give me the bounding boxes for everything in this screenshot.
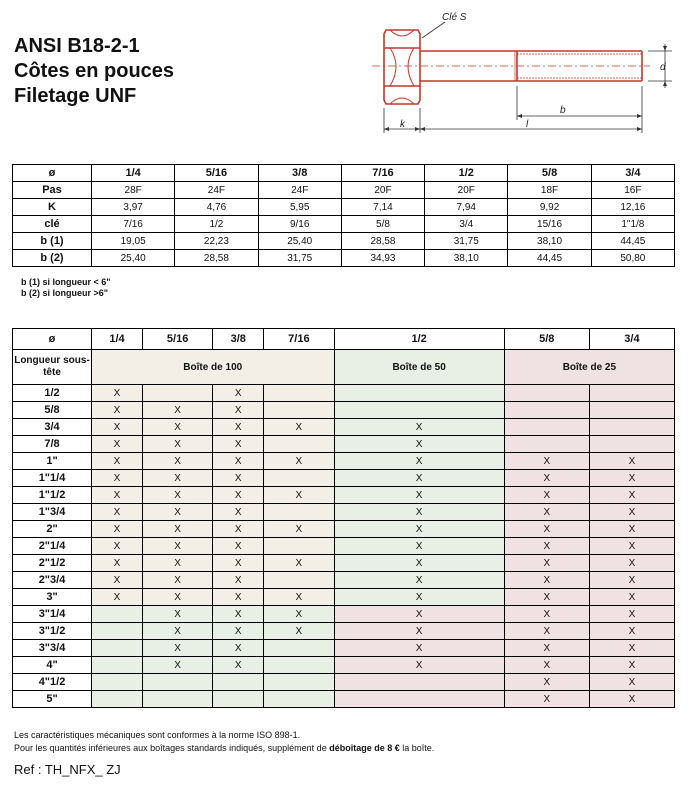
- dims-cell: 15/16: [508, 216, 591, 233]
- avail-cell: X: [213, 623, 264, 640]
- avail-cell: X: [504, 470, 589, 487]
- dims-cell: 44,45: [508, 250, 591, 267]
- avail-cell: [264, 470, 334, 487]
- avail-row: [13, 606, 675, 623]
- avail-cell: X: [213, 504, 264, 521]
- avail-cell: [92, 606, 143, 623]
- dims-header-size: 5/8: [508, 165, 591, 182]
- length-label: 3"3/4: [13, 640, 92, 657]
- dims-row-label: K: [13, 199, 92, 216]
- length-label: 2"1/2: [13, 555, 92, 572]
- avail-cell: [92, 674, 143, 691]
- avail-cell: [92, 691, 143, 708]
- dims-header-size: 3/4: [591, 165, 674, 182]
- dims-header-size: 7/16: [341, 165, 424, 182]
- avail-cell: X: [213, 572, 264, 589]
- length-label: 1"3/4: [13, 504, 92, 521]
- avail-cell: X: [264, 453, 334, 470]
- avail-cell: X: [92, 521, 143, 538]
- length-label: 1": [13, 453, 92, 470]
- avail-cell: X: [92, 487, 143, 504]
- dims-cell: 44,45: [591, 233, 674, 250]
- dims-cell: 25,40: [92, 250, 175, 267]
- bolt-head: [384, 30, 420, 104]
- avail-cell: X: [264, 555, 334, 572]
- dims-cell: 7,14: [341, 199, 424, 216]
- avail-cell: X: [589, 640, 674, 657]
- bolt-drawing: [360, 8, 680, 138]
- avail-header-diameter: ø: [13, 329, 92, 350]
- avail-cell: X: [213, 555, 264, 572]
- avail-cell: X: [143, 572, 213, 589]
- avail-box-row: [13, 350, 675, 385]
- footer-line-iso: Les caractéristiques mécaniques sont conformes à la norme ISO 898-1.: [14, 730, 301, 740]
- avail-cell: X: [589, 555, 674, 572]
- dims-cell: 31,75: [258, 250, 341, 267]
- avail-cell: X: [504, 691, 589, 708]
- avail-header-size: 3/4: [589, 329, 674, 350]
- avail-cell: [589, 385, 674, 402]
- avail-cell: X: [213, 402, 264, 419]
- length-label: 3"1/4: [13, 606, 92, 623]
- avail-cell: [264, 674, 334, 691]
- avail-cell: X: [589, 470, 674, 487]
- avail-cell: X: [143, 402, 213, 419]
- avail-cell: X: [334, 504, 504, 521]
- avail-cell: X: [92, 504, 143, 521]
- avail-cell: X: [504, 538, 589, 555]
- avail-cell: X: [213, 606, 264, 623]
- avail-cell: X: [143, 453, 213, 470]
- avail-cell: [264, 436, 334, 453]
- dims-cell: 1/2: [175, 216, 258, 233]
- label-d: d: [660, 62, 666, 73]
- avail-header-size: 5/16: [143, 329, 213, 350]
- avail-cell: [589, 436, 674, 453]
- avail-row: [13, 470, 675, 487]
- dims-row-label: b (2): [13, 250, 92, 267]
- avail-cell: X: [334, 640, 504, 657]
- avail-cell: X: [92, 572, 143, 589]
- length-label: 2": [13, 521, 92, 538]
- dims-row: [13, 182, 675, 199]
- dims-header-size: 5/16: [175, 165, 258, 182]
- dims-cell: 16F: [591, 182, 674, 199]
- avail-cell: [264, 504, 334, 521]
- dims-cell: 7/16: [92, 216, 175, 233]
- avail-row: [13, 674, 675, 691]
- title-thread: Filetage UNF: [14, 85, 137, 107]
- dims-header-diameter: ø: [13, 165, 92, 182]
- dims-cell: 12,16: [591, 199, 674, 216]
- avail-cell: X: [504, 640, 589, 657]
- footer-supplement-text: Pour les quantités inférieures aux boîtages standards indiqués, supplément de: [14, 743, 330, 753]
- length-label: 1"1/4: [13, 470, 92, 487]
- avail-cell: X: [589, 538, 674, 555]
- avail-cell: X: [92, 436, 143, 453]
- avail-cell: X: [589, 487, 674, 504]
- dims-header-size: 1/2: [425, 165, 508, 182]
- avail-cell: X: [334, 538, 504, 555]
- avail-cell: [589, 419, 674, 436]
- dimension-lines: [384, 22, 672, 133]
- dims-cell: 28,58: [175, 250, 258, 267]
- avail-row: [13, 640, 675, 657]
- dims-cell: 24F: [175, 182, 258, 199]
- avail-cell: X: [334, 453, 504, 470]
- avail-cell: [264, 402, 334, 419]
- length-label: 3": [13, 589, 92, 606]
- dims-cell: 3,97: [92, 199, 175, 216]
- length-label: 3/4: [13, 419, 92, 436]
- avail-cell: X: [589, 657, 674, 674]
- avail-cell: X: [92, 589, 143, 606]
- dims-header-row: [13, 165, 675, 182]
- dims-cell: 20F: [341, 182, 424, 199]
- box-100-label: Boîte de 100: [92, 350, 335, 385]
- avail-cell: X: [92, 453, 143, 470]
- avail-cell: [264, 385, 334, 402]
- dims-header-size: 3/8: [258, 165, 341, 182]
- avail-cell: X: [264, 521, 334, 538]
- dims-cell: 9,92: [508, 199, 591, 216]
- dims-cell: 28F: [92, 182, 175, 199]
- avail-cell: X: [334, 419, 504, 436]
- avail-cell: [92, 623, 143, 640]
- avail-cell: X: [334, 606, 504, 623]
- avail-cell: X: [213, 453, 264, 470]
- avail-cell: [334, 674, 504, 691]
- avail-header-size: 5/8: [504, 329, 589, 350]
- note-b2: b (2) si longueur >6": [21, 288, 109, 298]
- avail-row: [13, 555, 675, 572]
- avail-cell: X: [504, 572, 589, 589]
- avail-cell: X: [504, 504, 589, 521]
- avail-cell: X: [504, 555, 589, 572]
- avail-cell: [504, 402, 589, 419]
- avail-cell: [589, 402, 674, 419]
- avail-cell: X: [143, 470, 213, 487]
- dims-cell: 19,05: [92, 233, 175, 250]
- avail-cell: X: [143, 589, 213, 606]
- avail-cell: X: [213, 419, 264, 436]
- avail-cell: X: [589, 606, 674, 623]
- avail-cell: X: [504, 589, 589, 606]
- avail-cell: X: [504, 606, 589, 623]
- avail-cell: X: [504, 623, 589, 640]
- dimensions-table: [12, 164, 675, 267]
- avail-cell: [143, 691, 213, 708]
- avail-cell: [334, 385, 504, 402]
- avail-row: [13, 453, 675, 470]
- avail-cell: [264, 657, 334, 674]
- dims-cell: 5,95: [258, 199, 341, 216]
- avail-header-size: 1/4: [92, 329, 143, 350]
- dims-cell: 9/16: [258, 216, 341, 233]
- length-label: 3"1/2: [13, 623, 92, 640]
- avail-cell: X: [213, 487, 264, 504]
- avail-cell: X: [264, 606, 334, 623]
- avail-row: [13, 538, 675, 555]
- avail-cell: X: [264, 623, 334, 640]
- avail-cell: X: [143, 521, 213, 538]
- dims-cell: 31,75: [425, 233, 508, 250]
- avail-cell: X: [213, 657, 264, 674]
- dims-cell: 3/4: [425, 216, 508, 233]
- avail-cell: X: [92, 555, 143, 572]
- avail-row: [13, 589, 675, 606]
- avail-cell: [334, 691, 504, 708]
- dims-row: [13, 199, 675, 216]
- avail-row: [13, 623, 675, 640]
- avail-cell: X: [334, 657, 504, 674]
- avail-cell: X: [143, 436, 213, 453]
- avail-cell: X: [504, 453, 589, 470]
- avail-row: [13, 657, 675, 674]
- dims-cell: 25,40: [258, 233, 341, 250]
- document-title: [14, 34, 174, 109]
- avail-cell: X: [264, 419, 334, 436]
- avail-header-size: 7/16: [264, 329, 334, 350]
- avail-cell: [264, 538, 334, 555]
- length-label: 4": [13, 657, 92, 674]
- avail-cell: [504, 436, 589, 453]
- avail-cell: [213, 674, 264, 691]
- label-cle: Clé S: [442, 12, 467, 23]
- avail-cell: X: [143, 657, 213, 674]
- dims-cell: 24F: [258, 182, 341, 199]
- avail-cell: X: [589, 453, 674, 470]
- avail-row: [13, 691, 675, 708]
- footer-line-supplement: [14, 742, 434, 755]
- dims-row-label: Pas: [13, 182, 92, 199]
- dims-cell: 18F: [508, 182, 591, 199]
- avail-cell: X: [143, 504, 213, 521]
- footer-supplement-end: la boîte.: [399, 743, 435, 753]
- avail-cell: X: [213, 589, 264, 606]
- avail-cell: X: [92, 470, 143, 487]
- dims-cell: 38,10: [508, 233, 591, 250]
- avail-row: [13, 385, 675, 402]
- avail-cell: X: [143, 640, 213, 657]
- length-header: Longueur sous-tête: [13, 350, 92, 385]
- avail-cell: X: [334, 572, 504, 589]
- dims-row: [13, 233, 675, 250]
- dims-cell: 5/8: [341, 216, 424, 233]
- box-25-label: Boîte de 25: [504, 350, 674, 385]
- dims-cell: 1"1/8: [591, 216, 674, 233]
- avail-row: [13, 487, 675, 504]
- note-b1: b (1) si longueur < 6": [21, 277, 111, 287]
- avail-row: [13, 504, 675, 521]
- avail-cell: X: [264, 487, 334, 504]
- length-label: 7/8: [13, 436, 92, 453]
- footer-supplement-amount: déboîtage de 8 €: [329, 743, 400, 753]
- avail-row: [13, 521, 675, 538]
- avail-cell: [504, 419, 589, 436]
- box-50-label: Boîte de 50: [334, 350, 504, 385]
- length-label: 4"1/2: [13, 674, 92, 691]
- label-k: k: [400, 119, 405, 130]
- avail-cell: X: [334, 436, 504, 453]
- avail-cell: X: [143, 555, 213, 572]
- label-b: b: [560, 105, 566, 116]
- avail-cell: X: [589, 623, 674, 640]
- dims-row: [13, 250, 675, 267]
- avail-cell: X: [143, 487, 213, 504]
- dims-cell: 20F: [425, 182, 508, 199]
- avail-cell: X: [213, 470, 264, 487]
- avail-row: [13, 402, 675, 419]
- avail-cell: [504, 385, 589, 402]
- length-label: 2"3/4: [13, 572, 92, 589]
- avail-cell: X: [504, 657, 589, 674]
- avail-cell: X: [334, 623, 504, 640]
- avail-cell: [213, 691, 264, 708]
- avail-cell: [264, 691, 334, 708]
- avail-cell: [264, 640, 334, 657]
- title-units: Côtes en pouces: [14, 60, 175, 82]
- avail-cell: X: [213, 538, 264, 555]
- length-label: 5": [13, 691, 92, 708]
- avail-cell: [143, 385, 213, 402]
- avail-row: [13, 419, 675, 436]
- avail-cell: X: [334, 521, 504, 538]
- dims-cell: 34,93: [341, 250, 424, 267]
- avail-header-size: 1/2: [334, 329, 504, 350]
- avail-header-size: 3/8: [213, 329, 264, 350]
- length-label: 1/2: [13, 385, 92, 402]
- title-standard: ANSI B18-2-1: [14, 35, 140, 57]
- avail-cell: X: [504, 674, 589, 691]
- avail-cell: X: [213, 385, 264, 402]
- avail-cell: X: [213, 640, 264, 657]
- avail-cell: X: [92, 385, 143, 402]
- avail-cell: X: [589, 521, 674, 538]
- dims-cell: 28,58: [341, 233, 424, 250]
- avail-cell: X: [589, 674, 674, 691]
- avail-cell: X: [334, 555, 504, 572]
- dims-cell: 50,80: [591, 250, 674, 267]
- avail-cell: X: [589, 504, 674, 521]
- dims-cell: 38,10: [425, 250, 508, 267]
- avail-cell: X: [334, 487, 504, 504]
- avail-cell: X: [92, 402, 143, 419]
- avail-cell: [92, 640, 143, 657]
- dims-cell: 4,76: [175, 199, 258, 216]
- avail-cell: X: [589, 691, 674, 708]
- dims-row-label: clé: [13, 216, 92, 233]
- dims-cell: 22,23: [175, 233, 258, 250]
- length-label: 5/8: [13, 402, 92, 419]
- avail-header-row: [13, 329, 675, 350]
- avail-cell: [143, 674, 213, 691]
- avail-cell: X: [92, 419, 143, 436]
- dims-cell: 7,94: [425, 199, 508, 216]
- avail-cell: X: [334, 589, 504, 606]
- avail-cell: [334, 402, 504, 419]
- dims-row-label: b (1): [13, 233, 92, 250]
- avail-cell: X: [504, 487, 589, 504]
- avail-cell: X: [334, 470, 504, 487]
- avail-cell: X: [143, 538, 213, 555]
- avail-row: [13, 436, 675, 453]
- label-l: l: [526, 119, 529, 130]
- avail-cell: X: [264, 589, 334, 606]
- avail-cell: [92, 657, 143, 674]
- dimension-notes: [21, 277, 111, 299]
- dims-header-size: 1/4: [92, 165, 175, 182]
- footer-notes: [14, 729, 434, 755]
- availability-table: [12, 328, 675, 708]
- avail-cell: [264, 572, 334, 589]
- dims-row: [13, 216, 675, 233]
- avail-cell: X: [504, 521, 589, 538]
- length-label: 1"1/2: [13, 487, 92, 504]
- avail-cell: X: [213, 521, 264, 538]
- avail-cell: X: [92, 538, 143, 555]
- avail-row: [13, 572, 675, 589]
- length-label: 2"1/4: [13, 538, 92, 555]
- avail-cell: X: [143, 419, 213, 436]
- avail-cell: X: [143, 623, 213, 640]
- avail-cell: X: [589, 572, 674, 589]
- avail-cell: X: [143, 606, 213, 623]
- avail-cell: X: [589, 589, 674, 606]
- avail-cell: X: [213, 436, 264, 453]
- reference-code: Ref : TH_NFX_ ZJ: [14, 762, 121, 777]
